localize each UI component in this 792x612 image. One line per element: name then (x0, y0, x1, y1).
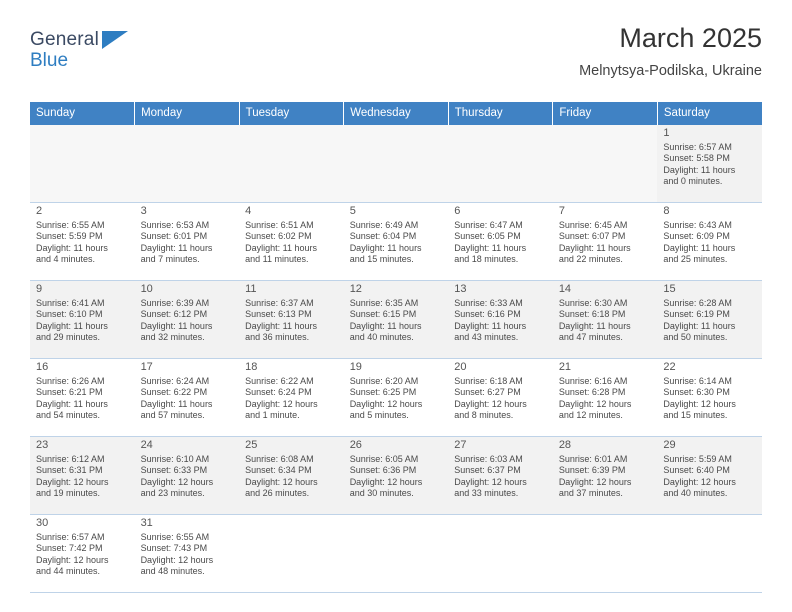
sunrise-text: Sunrise: 6:33 AM (454, 297, 523, 308)
daylight-text-line2: and 18 minutes. (454, 254, 519, 265)
daylight-text-line1: Daylight: 11 hours (36, 242, 108, 253)
weekday-header-monday: Monday (135, 102, 240, 125)
calendar-day-cell[interactable] (135, 437, 240, 515)
calendar-day-cell[interactable] (657, 281, 762, 359)
weekday-header-friday: Friday (553, 102, 658, 125)
daylight-text-line1: Daylight: 12 hours (140, 554, 214, 565)
location-subtitle: Melnytsya-Podilska, Ukraine (579, 63, 762, 79)
daylight-text-line1: Daylight: 11 hours (140, 242, 213, 253)
calendar-day-cell[interactable] (448, 437, 553, 515)
daylight-text-line1: Daylight: 11 hours (140, 398, 213, 409)
sunrise-text: Sunrise: 6:41 AM (36, 297, 105, 308)
daylight-text-line1: Daylight: 12 hours (454, 398, 527, 409)
daylight-text-line2: and 4 minutes. (36, 254, 96, 265)
sunset-text: Sunset: 6:25 PM (349, 387, 417, 398)
sunrise-text: Sunrise: 6:53 AM (140, 219, 210, 230)
sunset-text: Sunset: 6:13 PM (245, 309, 312, 320)
daylight-text-line2: and 22 minutes. (558, 254, 623, 265)
sunrise-text: Sunrise: 6:12 AM (36, 453, 105, 464)
weekday-header-tuesday: Tuesday (239, 102, 344, 125)
sunrise-text: Sunrise: 6:20 AM (349, 375, 419, 386)
sunrise-text: Sunrise: 6:08 AM (245, 453, 314, 464)
sunset-text: Sunset: 5:59 PM (36, 231, 103, 242)
daylight-text-line1: Daylight: 12 hours (245, 476, 318, 487)
daylight-text-line1: Daylight: 11 hours (558, 242, 631, 253)
calendar-day-cell[interactable] (239, 437, 344, 515)
day-number: 3 (140, 205, 147, 217)
sunrise-text: Sunrise: 6:35 AM (349, 297, 419, 308)
sunrise-text: Sunrise: 6:05 AM (349, 453, 419, 464)
sunrise-text: Sunrise: 6:24 AM (140, 375, 210, 386)
day-number: 13 (454, 283, 467, 295)
sunset-text: Sunset: 6:12 PM (140, 309, 208, 320)
sunrise-text: Sunrise: 6:03 AM (454, 453, 523, 464)
day-number: 9 (36, 283, 43, 295)
day-number: 11 (245, 283, 257, 295)
sunset-text: Sunset: 5:58 PM (663, 153, 730, 164)
daylight-text-line2: and 54 minutes. (36, 410, 101, 421)
sunset-text: Sunset: 6:09 PM (663, 231, 730, 242)
daylight-text-line1: Daylight: 12 hours (349, 476, 423, 487)
day-number: 26 (349, 439, 362, 451)
calendar-day-cell[interactable] (239, 281, 344, 359)
daylight-text-line1: Daylight: 12 hours (558, 476, 632, 487)
calendar-day-cell[interactable] (553, 203, 658, 281)
calendar-day-cell[interactable] (344, 437, 449, 515)
sunrise-text: Sunrise: 6:01 AM (558, 453, 628, 464)
sunrise-text: Sunrise: 6:28 AM (663, 297, 732, 308)
daylight-text-line1: Daylight: 11 hours (663, 320, 736, 331)
calendar-cell-empty (239, 125, 344, 203)
daylight-text-line1: Daylight: 12 hours (349, 398, 423, 409)
sunrise-text: Sunrise: 6:18 AM (454, 375, 523, 386)
daylight-text-line1: Daylight: 12 hours (558, 398, 632, 409)
calendar-day-cell[interactable] (448, 281, 553, 359)
flag-icon (102, 31, 128, 49)
sunset-text: Sunset: 6:22 PM (140, 387, 208, 398)
sunset-text: Sunset: 6:21 PM (36, 387, 103, 398)
sunset-text: Sunset: 6:40 PM (663, 465, 730, 476)
logo-text-general: General (30, 29, 99, 50)
day-number: 27 (454, 439, 467, 451)
daylight-text-line2: and 7 minutes. (140, 254, 200, 265)
sunrise-text: Sunrise: 6:30 AM (558, 297, 628, 308)
day-number: 4 (245, 205, 252, 217)
sunset-text: Sunset: 6:07 PM (558, 231, 626, 242)
calendar-cell-empty (344, 515, 449, 593)
day-number: 15 (663, 283, 676, 295)
day-number: 24 (140, 439, 153, 451)
sunset-text: Sunset: 6:10 PM (36, 309, 103, 320)
page-title: March 2025 (619, 23, 762, 53)
daylight-text-line2: and 26 minutes. (245, 488, 310, 499)
daylight-text-line1: Daylight: 11 hours (558, 320, 631, 331)
weekday-header-sunday: Sunday (30, 102, 135, 125)
sunrise-text: Sunrise: 6:57 AM (36, 531, 105, 542)
sunrise-text: Sunrise: 6:43 AM (663, 219, 732, 230)
day-number: 16 (36, 361, 49, 373)
day-number: 1 (663, 127, 670, 139)
calendar-day-cell[interactable] (553, 359, 658, 437)
daylight-text-line2: and 5 minutes. (349, 410, 409, 421)
weekday-header-wednesday: Wednesday (344, 102, 449, 125)
day-number: 5 (349, 205, 356, 217)
calendar-day-cell[interactable] (30, 281, 135, 359)
daylight-text-line2: and 29 minutes. (36, 332, 101, 343)
sunset-text: Sunset: 6:24 PM (245, 387, 312, 398)
daylight-text-line1: Daylight: 12 hours (454, 476, 527, 487)
calendar-table (30, 102, 762, 593)
sunset-text: Sunset: 6:31 PM (36, 465, 103, 476)
sunrise-text: Sunrise: 6:51 AM (245, 219, 314, 230)
daylight-text-line1: Daylight: 12 hours (663, 398, 736, 409)
daylight-text-line2: and 8 minutes. (454, 410, 514, 421)
calendar-day-cell[interactable] (657, 125, 762, 203)
sunset-text: Sunset: 6:01 PM (140, 231, 208, 242)
daylight-text-line2: and 11 minutes. (245, 254, 309, 265)
sunrise-text: Sunrise: 6:26 AM (36, 375, 105, 386)
calendar-day-cell[interactable] (657, 437, 762, 515)
daylight-text-line2: and 19 minutes. (36, 488, 101, 499)
daylight-text-line1: Daylight: 11 hours (36, 320, 108, 331)
weekday-header-thursday: Thursday (448, 102, 553, 125)
sunset-text: Sunset: 6:18 PM (558, 309, 626, 320)
calendar-cell-empty (448, 515, 553, 593)
daylight-text-line2: and 23 minutes. (140, 488, 205, 499)
daylight-text-line2: and 44 minutes. (36, 566, 101, 577)
calendar-day-cell[interactable] (448, 203, 553, 281)
daylight-text-line2: and 32 minutes. (140, 332, 205, 343)
day-number: 2 (36, 205, 43, 217)
weekday-header-row (30, 102, 762, 125)
sunrise-text: Sunrise: 6:45 AM (558, 219, 628, 230)
daylight-text-line1: Daylight: 11 hours (36, 398, 108, 409)
daylight-text-line2: and 48 minutes. (140, 566, 205, 577)
daylight-text-line2: and 36 minutes. (245, 332, 310, 343)
day-number: 17 (140, 361, 153, 373)
sunrise-text: Sunrise: 6:10 AM (140, 453, 210, 464)
logo[interactable] (30, 22, 130, 71)
daylight-text-line1: Daylight: 11 hours (140, 320, 213, 331)
daylight-text-line2: and 30 minutes. (349, 488, 414, 499)
daylight-text-line1: Daylight: 11 hours (663, 164, 736, 175)
calendar-cell-empty (239, 515, 344, 593)
day-number: 21 (558, 361, 572, 373)
sunset-text: Sunset: 6:15 PM (349, 309, 417, 320)
calendar-day-cell[interactable] (344, 281, 449, 359)
calendar-day-cell[interactable] (553, 437, 658, 515)
daylight-text-line1: Daylight: 12 hours (245, 398, 318, 409)
daylight-text-line1: Daylight: 11 hours (663, 242, 736, 253)
calendar-body (30, 125, 762, 593)
daylight-text-line1: Daylight: 12 hours (36, 476, 109, 487)
daylight-text-line2: and 40 minutes. (663, 488, 728, 499)
daylight-text-line2: and 40 minutes. (349, 332, 414, 343)
calendar-cell-empty (135, 125, 240, 203)
day-number: 25 (245, 439, 258, 451)
calendar-cell-empty (553, 515, 658, 593)
calendar-cell-empty (30, 125, 135, 203)
day-number: 29 (663, 439, 676, 451)
calendar-week-row (30, 515, 762, 593)
sunset-text: Sunset: 6:16 PM (454, 309, 521, 320)
daylight-text-line2: and 1 minute. (245, 410, 300, 421)
calendar-day-cell[interactable] (657, 203, 762, 281)
daylight-text-line1: Daylight: 11 hours (245, 320, 317, 331)
sunrise-text: Sunrise: 5:59 AM (663, 453, 732, 464)
calendar-day-cell[interactable] (30, 437, 135, 515)
sunset-text: Sunset: 6:36 PM (349, 465, 417, 476)
day-number: 8 (663, 205, 670, 217)
sunrise-text: Sunrise: 6:37 AM (245, 297, 314, 308)
daylight-text-line1: Daylight: 12 hours (140, 476, 214, 487)
sunrise-text: Sunrise: 6:16 AM (558, 375, 628, 386)
sunset-text: Sunset: 7:42 PM (36, 543, 103, 554)
calendar-day-cell[interactable] (657, 359, 762, 437)
sunrise-text: Sunrise: 6:14 AM (663, 375, 732, 386)
calendar-day-cell[interactable] (448, 359, 553, 437)
day-number: 18 (245, 361, 258, 373)
day-number: 30 (36, 517, 49, 529)
sunset-text: Sunset: 6:27 PM (454, 387, 521, 398)
calendar-day-cell[interactable] (30, 515, 135, 593)
logo-text-blue: Blue (30, 50, 69, 71)
sunset-text: Sunset: 7:43 PM (140, 543, 208, 554)
sunset-text: Sunset: 6:34 PM (245, 465, 312, 476)
day-number: 12 (349, 283, 362, 295)
daylight-text-line2: and 37 minutes. (558, 488, 623, 499)
daylight-text-line1: Daylight: 11 hours (245, 242, 317, 253)
day-number: 31 (140, 517, 153, 529)
sunset-text: Sunset: 6:33 PM (140, 465, 208, 476)
calendar-week-row (30, 359, 762, 437)
sunrise-text: Sunrise: 6:55 AM (140, 531, 210, 542)
daylight-text-line2: and 47 minutes. (558, 332, 623, 343)
calendar-day-cell[interactable] (135, 515, 240, 593)
sunset-text: Sunset: 6:02 PM (245, 231, 312, 242)
daylight-text-line2: and 25 minutes. (663, 254, 728, 265)
daylight-text-line1: Daylight: 11 hours (349, 320, 422, 331)
daylight-text-line2: and 50 minutes. (663, 332, 728, 343)
calendar-cell-empty (553, 125, 658, 203)
daylight-text-line2: and 12 minutes. (558, 410, 623, 421)
weekday-header-saturday: Saturday (657, 102, 762, 125)
sunrise-text: Sunrise: 6:39 AM (140, 297, 210, 308)
sunrise-text: Sunrise: 6:47 AM (454, 219, 523, 230)
sunrise-text: Sunrise: 6:22 AM (245, 375, 314, 386)
sunset-text: Sunset: 6:39 PM (558, 465, 626, 476)
daylight-text-line1: Daylight: 11 hours (349, 242, 422, 253)
page-header (30, 22, 762, 94)
day-number: 23 (36, 439, 49, 451)
daylight-text-line1: Daylight: 11 hours (454, 320, 527, 331)
sunset-text: Sunset: 6:19 PM (663, 309, 730, 320)
calendar-day-cell[interactable] (135, 359, 240, 437)
daylight-text-line1: Daylight: 12 hours (36, 554, 109, 565)
calendar-day-cell[interactable] (239, 203, 344, 281)
daylight-text-line1: Daylight: 12 hours (663, 476, 736, 487)
daylight-text-line2: and 15 minutes. (663, 410, 728, 421)
daylight-text-line2: and 57 minutes. (140, 410, 205, 421)
day-number: 7 (558, 205, 565, 217)
day-number: 6 (454, 205, 461, 217)
sunrise-text: Sunrise: 6:57 AM (663, 141, 732, 152)
sunset-text: Sunset: 6:30 PM (663, 387, 730, 398)
calendar-cell-empty (657, 515, 762, 593)
day-number: 14 (558, 283, 572, 295)
calendar-week-row (30, 203, 762, 281)
daylight-text-line2: and 43 minutes. (454, 332, 519, 343)
calendar-day-cell[interactable] (135, 203, 240, 281)
calendar-week-row (30, 437, 762, 515)
calendar-cell-empty (448, 125, 553, 203)
calendar-week-row (30, 125, 762, 203)
sunrise-text: Sunrise: 6:55 AM (36, 219, 105, 230)
title-block (579, 22, 762, 79)
daylight-text-line2: and 15 minutes. (349, 254, 414, 265)
calendar-day-cell[interactable] (30, 359, 135, 437)
calendar-day-cell[interactable] (344, 359, 449, 437)
daylight-text-line1: Daylight: 11 hours (454, 242, 527, 253)
daylight-text-line2: and 0 minutes. (663, 176, 723, 187)
sunrise-text: Sunrise: 6:49 AM (349, 219, 419, 230)
day-number: 10 (140, 283, 153, 295)
calendar-day-cell[interactable] (135, 281, 240, 359)
calendar-day-cell[interactable] (344, 203, 449, 281)
sunset-text: Sunset: 6:28 PM (558, 387, 626, 398)
sunset-text: Sunset: 6:37 PM (454, 465, 521, 476)
daylight-text-line2: and 33 minutes. (454, 488, 519, 499)
day-number: 28 (558, 439, 572, 451)
day-number: 20 (454, 361, 467, 373)
calendar-day-cell[interactable] (239, 359, 344, 437)
day-number: 19 (349, 361, 362, 373)
day-number: 22 (663, 361, 676, 373)
calendar-day-cell[interactable] (30, 203, 135, 281)
calendar-week-row (30, 281, 762, 359)
calendar-day-cell[interactable] (553, 281, 658, 359)
sunset-text: Sunset: 6:05 PM (454, 231, 521, 242)
sunset-text: Sunset: 6:04 PM (349, 231, 417, 242)
calendar-cell-empty (344, 125, 449, 203)
